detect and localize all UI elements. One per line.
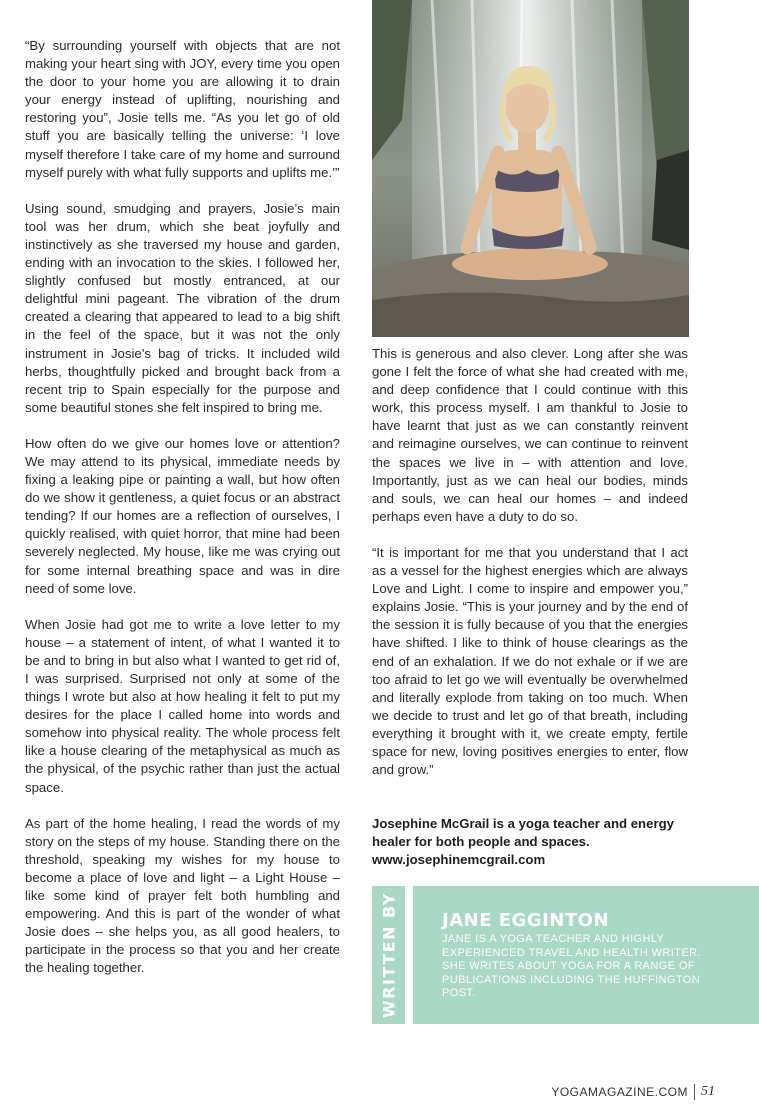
written-by-label: WRITTEN BY	[379, 892, 398, 1018]
right-column	[372, 345, 688, 797]
author-name: JANE EGGINTON	[442, 910, 610, 931]
bio-text: Josephine McGrail is a yoga teacher and energy healer for both people and spaces. www.josephinemcgrail.com	[372, 816, 674, 868]
yoga-photo	[372, 0, 689, 337]
page-footer	[551, 1084, 715, 1100]
paragraph: Using sound, smudging and prayers, Josie’s main tool was her drum, which she beat joyfully and instinctively as she traversed my house and garden, ending with an invocation to the skies. I followed her, slightly confused but mostly entranced, at our delightful mini pageant. The vibration of the drum created a clearing that appeared to lead to a big shift in the feel of the space, but it was not the only instrument in Josie’s bag of tricks. It included wild herbs, thoughtfully picked and brought back from a recent trip to Spain especially for the purpose and some beautiful stones she felt inspired to bring me.	[25, 200, 340, 415]
left-column	[25, 37, 340, 996]
author-description: JANE IS A YOGA TEACHER AND HIGHLY EXPERIENCED TRAVEL AND HEALTH WRITER. SHE WRITES ABOUT YOGA FOR A RANGE OF PUBLICATIONS INCLUDING THE HUFFINGTON POST.	[442, 933, 701, 999]
paragraph: When Josie had got me to write a love letter to my house – a statement of intent, of what I wanted it to be and to bring in but also what I wanted to get rid of, I was surprised. Surprised not only at some of the things I wrote but also at how healing it felt to put my desires for the place I called home into words and somehow into physical reality. The whole process felt like a house clearing of the metaphysical as much as the physical, of the psychic rather than just the actual space.	[25, 616, 340, 795]
paragraph: As part of the home healing, I read the words of my story on the steps of my house. Standing there on the threshold, speaking my wishes for my house to become a place of love and light – a Light House – like some kind of prayer felt both humbling and empowering. And this is part of the wonder of what Josie does – she helps you, as all good healers, to participate in the process so that you and her create the healing together.	[25, 815, 340, 976]
page-number: 51	[701, 1084, 715, 1099]
paragraph: “It is important for me that you understand that I act as a vessel for the highest energies which are always Love and Light. I come to inspire and empower you,” explains Josie. “This is your journey and by the end of the session it is fully because of you that the energies have shifted. I like to think of house clearings as the end of an exhalation. If we do not exhale or if we are too afraid to let go we will eventually be overwhelmed and literally explode from taking on too much. When we decide to trust and let go of that breath, including everything it brought with it, we create empty, fertile space for new, loving positives energies to enter, flow and grow.”	[372, 544, 688, 778]
paragraph: How often do we give our homes love or attention? We may attend to its physical, immediate needs by fixing a leaking pipe or painting a wall, but how often do we show it gentleness, a quiet focus or an abstract tending? If our homes are a reflection of ourselves, I quickly realised, with quiet horror, that mine had been severely neglected. My house, like me was crying out for some internal breathing space and was in dire need of some love.	[25, 435, 340, 596]
footer-site: YOGAMAGAZINE.COM	[551, 1085, 688, 1099]
written-by-tab	[372, 886, 405, 1024]
footer-divider	[694, 1084, 695, 1100]
paragraph: This is generous and also clever. Long after she was gone I felt the force of what she had created with me, and deep confidence that I could continue with this work, this process myself. I am thankful to Josie to have learnt that just as we can constantly reinvent and reimagine ourselves, we can continue to reinvent the spaces we live in – with attention and love. Importantly, just as we can heal our bodies, minds and souls, we can heal our homes – and indeed perhaps even have a duty to do so.	[372, 346, 688, 524]
author-box	[413, 886, 759, 1024]
paragraph: “By surrounding yourself with objects that are not making your heart sing with JOY, every time you open the door to your home you are allowing it to drain your energy instead of uplifting, nourishing and restoring you”, Josie tells me. “As you let go of old stuff you are basically telling the universe: ‘I love myself therefore I take care of my home and surround myself purely with what fully supports and uplifts me.’”	[25, 38, 340, 180]
